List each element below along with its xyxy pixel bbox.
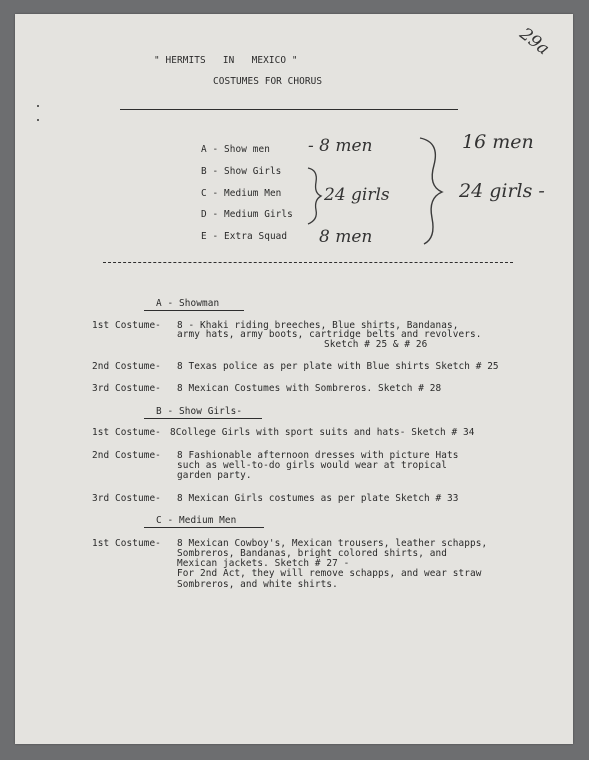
group-label: Medium Men xyxy=(223,188,282,199)
section-heading-underline xyxy=(144,310,244,311)
costume-label: 3rd Costume- xyxy=(92,383,161,394)
document-title: " HERMITS IN MEXICO " xyxy=(154,55,298,66)
section-separator xyxy=(103,262,513,263)
group-item-c: C - Medium Men xyxy=(201,188,282,199)
group-label: Medium Girls xyxy=(223,209,293,220)
group-item-e: E - Extra Squad xyxy=(201,231,288,242)
group-label: Extra Squad xyxy=(223,231,288,242)
costume-label: 3rd Costume- xyxy=(92,493,161,504)
group-letter: E xyxy=(201,231,207,242)
margin-mark xyxy=(37,105,39,107)
costume-description: 8College Girls with sport suits and hats- Sketch # 34 xyxy=(170,427,475,438)
costume-label: 2nd Costume- xyxy=(92,361,161,372)
section-heading-a: A - Showman xyxy=(156,298,220,309)
costume-label: 1st Costume- xyxy=(92,320,161,331)
costume-description: 8 Mexican Girls costumes as per plate Sketch # 33 xyxy=(177,493,459,504)
group-letter: A xyxy=(201,144,207,155)
group-label: Show men xyxy=(223,144,270,155)
costume-description: such as well-to-do girls would wear at tropical xyxy=(177,460,447,471)
costume-label: 2nd Costume- xyxy=(92,450,161,461)
group-letter: C xyxy=(201,188,207,199)
group-letter: D xyxy=(201,209,207,220)
costume-description: Sombreros, and white shirts. xyxy=(177,579,338,590)
costume-description: Sketch # 25 & # 26 xyxy=(324,339,428,350)
document-subtitle: COSTUMES FOR CHORUS xyxy=(213,76,323,87)
annotation-total-men: 16 men xyxy=(462,131,534,153)
costume-description: 8 Texas police as per plate with Blue shirts Sketch # 25 xyxy=(177,361,499,372)
margin-mark xyxy=(37,119,39,121)
costume-description: army hats, army boots, cartridge belts and revolvers. xyxy=(177,329,482,340)
costume-label: 1st Costume- xyxy=(92,538,161,549)
title-underline xyxy=(120,109,458,110)
document-page xyxy=(15,14,573,744)
group-item-d: D - Medium Girls xyxy=(201,209,293,220)
annotation-total-girls: 24 girls - xyxy=(459,180,545,202)
costume-description: 8 Mexican Cowboy's, Mexican trousers, leather schapps, xyxy=(177,538,488,549)
costume-description: For 2nd Act, they will remove schapps, and wear straw xyxy=(177,568,482,579)
annotation-extra-count: 8 men xyxy=(319,227,373,247)
costume-description: 8 Mexican Costumes with Sombreros. Sketch # 28 xyxy=(177,383,442,394)
annotation-show-men-count: - 8 men xyxy=(308,136,373,156)
annotation-medium-count: 24 girls xyxy=(324,185,390,205)
group-item-a: A - Show men xyxy=(201,144,270,155)
section-heading-b: B - Show Girls- xyxy=(156,406,243,417)
costume-label: 1st Costume- xyxy=(92,427,161,438)
group-letter: B xyxy=(201,166,207,177)
section-heading-underline xyxy=(144,418,262,419)
costume-description: 8 Fashionable afternoon dresses with picture Hats xyxy=(177,450,459,461)
page-number-mark: 29a xyxy=(515,24,554,60)
costume-description: Mexican jackets. Sketch # 27 - xyxy=(177,558,350,569)
section-heading-c: C - Medium Men xyxy=(156,515,237,526)
section-heading-underline xyxy=(144,527,264,528)
costume-description: garden party. xyxy=(177,470,252,481)
group-label: Show Girls xyxy=(223,166,282,177)
costume-description: 8 - Khaki riding breeches, Blue shirts, Bandanas, xyxy=(177,320,459,331)
costume-description: Sombreros, Bandanas, bright colored shirts, and xyxy=(177,548,447,559)
group-item-b: B - Show Girls xyxy=(201,166,282,177)
